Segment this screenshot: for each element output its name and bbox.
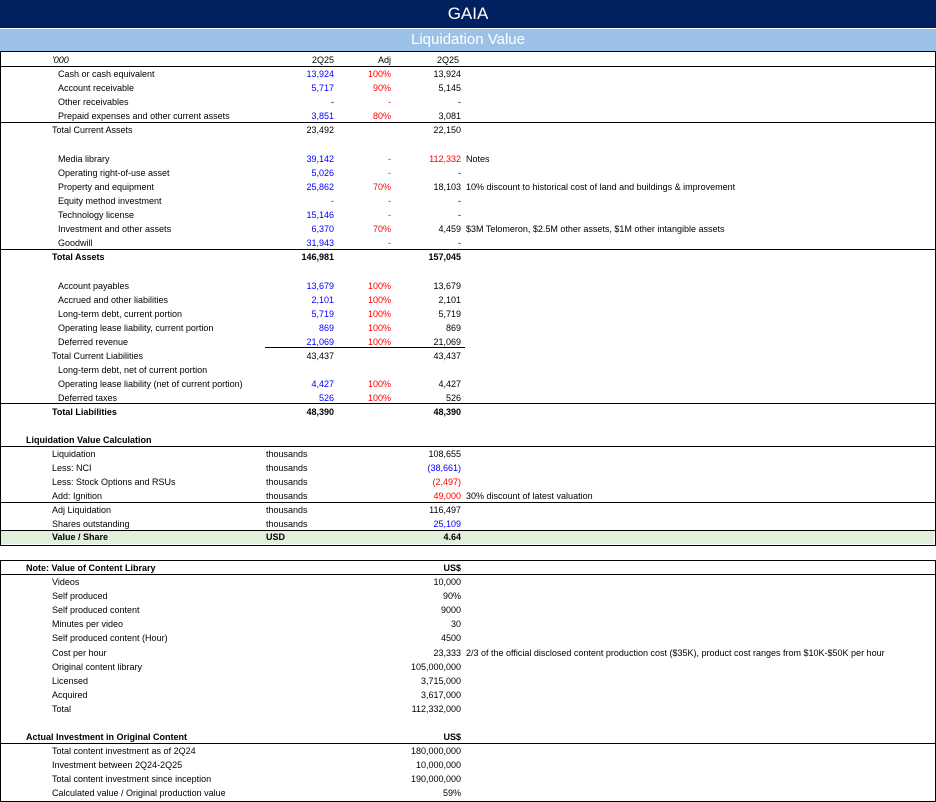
adj-pct: 100% (367, 308, 391, 319)
table-row (0, 152, 936, 166)
table-row (0, 194, 936, 208)
adj-pct: 70% (372, 224, 391, 235)
table-row (0, 95, 936, 109)
adj-pct: 80% (372, 111, 391, 122)
value-adjusted: 4,427 (438, 379, 461, 390)
row-label: Less: NCI (52, 463, 92, 473)
adj-pct: 100% (367, 69, 391, 79)
unit-label: '000 (52, 55, 69, 65)
content-title-row (0, 561, 936, 575)
row-value: 49,000 (433, 491, 461, 501)
row-label: Less: Stock Options and RSUs (52, 477, 176, 487)
row-label: Media library (58, 153, 110, 164)
value-adjusted: 5,719 (438, 308, 461, 319)
table-row (0, 617, 936, 631)
table-row (0, 674, 936, 688)
page-title: GAIA (0, 0, 936, 28)
table-row (0, 786, 936, 800)
row-label: Licensed (52, 675, 89, 686)
value-2q25 (260, 363, 334, 377)
row-label: Technology license (58, 210, 135, 220)
row-label: Operating lease liability (net of current portion) (58, 379, 243, 390)
value-2q25: 869 (318, 322, 334, 333)
table-row (0, 363, 936, 377)
value-adjusted: 526 (445, 393, 461, 404)
adj-pct: 100% (367, 379, 391, 390)
value-2q25: 13,679 (306, 280, 334, 291)
adj-pct (335, 264, 391, 278)
col-adj-header: Adj (377, 55, 391, 65)
row-label: Operating right-of-use asset (58, 167, 170, 178)
value-adjusted (400, 138, 461, 152)
row-label: Adj Liquidation (52, 505, 112, 515)
row-label: Calculated value / Original production value (52, 788, 226, 799)
value-adjusted: - (458, 97, 461, 108)
value-adjusted (400, 264, 461, 278)
adj-pct (335, 405, 391, 419)
value-2q25: 39,142 (306, 153, 334, 164)
table-row (0, 772, 936, 786)
row-label: Deferred taxes (58, 393, 118, 404)
value-adjusted: 157,045 (428, 252, 461, 263)
table-row (0, 475, 936, 489)
table-row (0, 503, 936, 517)
value-adjusted: 22,150 (433, 125, 461, 136)
row-label: Account payables (58, 280, 130, 291)
adj-pct: - (388, 97, 391, 108)
liq-title-text: Liquidation Value Calculation (26, 435, 152, 445)
col-2q25-adj-header: 2Q25 (436, 55, 459, 65)
row-label: Total Current Liabilities (52, 351, 144, 361)
value-adjusted: 4,459 (438, 224, 461, 235)
value-adjusted: 18,103 (433, 181, 461, 192)
value-share-value: 4.64 (443, 532, 461, 542)
row-label: Long-term debt, net of current portion (58, 365, 208, 376)
value-adjusted: 13,924 (433, 69, 461, 79)
value-2q25: 5,717 (311, 83, 334, 94)
value-adjusted: 112,332 (429, 153, 461, 164)
table-row (0, 603, 936, 617)
value-2q25: 3,851 (311, 111, 334, 122)
table-row (0, 688, 936, 702)
invest-title: Actual Investment in Original Content (26, 732, 188, 742)
row-label: Goodwill (58, 238, 93, 249)
row-label: Deferred revenue (58, 336, 129, 347)
row-value: 190,000,000 (410, 774, 461, 785)
row-value: 90% (442, 591, 461, 602)
value-2q25: 15,146 (306, 210, 334, 220)
adj-pct: - (388, 210, 391, 220)
row-label: Videos (52, 577, 80, 587)
value-share-unit: USD (266, 532, 286, 542)
row-note: 10% discount to historical cost of land and buildings & improvement (466, 181, 736, 192)
content-unit: US$ (443, 563, 461, 573)
table-row (0, 81, 936, 95)
row-unit: thousands (266, 477, 308, 487)
row-value: (2,497) (432, 477, 461, 487)
table-row (0, 349, 936, 363)
content-title: Note: Value of Content Library (26, 563, 156, 573)
row-value: 10,000 (433, 577, 461, 587)
adj-pct: 90% (372, 83, 391, 94)
adj-pct: 70% (372, 181, 391, 192)
adj-pct: - (388, 238, 391, 249)
page-subtitle: Liquidation Value (0, 29, 936, 51)
row-label: Operating lease liability, current portion (58, 322, 214, 333)
value-2q25: 146,981 (301, 252, 334, 263)
table-row (0, 631, 936, 645)
value-adjusted: 21,069 (433, 336, 461, 347)
value-2q25: 48,390 (306, 407, 334, 418)
value-share-label: Value / Share (52, 532, 109, 542)
row-label: Liquidation (52, 449, 96, 459)
adj-pct: 100% (367, 280, 391, 291)
value-2q25: - (331, 195, 334, 206)
adj-pct: - (388, 153, 391, 164)
table-row (0, 517, 936, 531)
table-row (0, 279, 936, 293)
row-unit: thousands (266, 491, 308, 501)
row-value: 3,617,000 (420, 689, 461, 700)
line-current-assets (0, 122, 936, 123)
adj-pct: - (388, 195, 391, 206)
row-label: Minutes per video (52, 619, 124, 630)
row-value: 25,109 (433, 519, 461, 529)
invest-unit: US$ (443, 732, 461, 742)
value-2q25 (260, 264, 334, 278)
table-row (0, 377, 936, 391)
value-2q25: 23,492 (306, 125, 334, 136)
row-label: Total Current Assets (52, 125, 133, 136)
table-row (0, 166, 936, 180)
value-adjusted: 43,437 (433, 351, 461, 361)
value-2q25: 2,101 (311, 294, 334, 305)
table-row (0, 123, 936, 137)
adj-pct (335, 138, 391, 152)
row-value: 3,715,000 (420, 675, 461, 686)
row-label: Long-term debt, current portion (58, 308, 183, 319)
value-2q25: 25,862 (306, 181, 334, 192)
value-adjusted: 13,679 (433, 280, 461, 291)
row-label: Total (52, 703, 72, 714)
table-row (0, 250, 936, 264)
value-adjusted: - (458, 210, 461, 220)
table-row (0, 461, 936, 475)
row-value: (38,661) (427, 463, 461, 473)
table-row (0, 405, 936, 419)
row-value: 23,333 (433, 647, 461, 658)
invest-title-row (0, 730, 936, 744)
row-label: Original content library (52, 661, 143, 672)
value-2q25: 4,427 (311, 379, 334, 390)
row-label: Shares outstanding (52, 519, 130, 529)
value-2q25: 5,719 (311, 308, 334, 319)
col-2q25-header: 2Q25 (311, 55, 334, 65)
table-row (0, 702, 936, 716)
value-adjusted: - (458, 195, 461, 206)
table-row (0, 180, 936, 194)
row-unit: thousands (266, 463, 308, 473)
row-label: Investment and other assets (58, 224, 172, 235)
value-2q25: 526 (318, 393, 334, 404)
table-row (0, 307, 936, 321)
header-row (0, 53, 936, 67)
row-value: 105,000,000 (410, 661, 461, 672)
row-unit: thousands (266, 519, 308, 529)
row-label: Account receivable (58, 83, 135, 94)
value-2q25: - (331, 97, 334, 108)
value-adjusted: 2,101 (438, 294, 461, 305)
adj-pct (335, 363, 391, 377)
row-unit: thousands (266, 505, 308, 515)
row-label: Add: Ignition (52, 491, 103, 501)
row-label: Self produced content (Hour) (52, 633, 168, 644)
value-adjusted (400, 363, 461, 377)
row-label: Total Liabilities (52, 407, 117, 418)
row-label: Property and equipment (58, 181, 155, 192)
row-value: 4500 (440, 633, 461, 644)
value-adjusted: 3,081 (438, 111, 461, 122)
table-row (0, 335, 936, 349)
row-label: Total content investment as of 2Q24 (52, 746, 196, 756)
row-label: Self produced (52, 591, 108, 602)
adj-pct: 100% (367, 393, 391, 404)
table-row (0, 447, 936, 461)
value-2q25: 5,026 (311, 167, 334, 178)
line-header (0, 66, 936, 67)
row-label: Total content investment since inception (52, 774, 212, 785)
row-value: 10,000,000 (415, 760, 461, 771)
row-note: Notes (466, 153, 490, 164)
row-value: 108,655 (428, 449, 461, 459)
value-adjusted: 869 (445, 322, 461, 333)
table-row (0, 222, 936, 236)
table-row (0, 744, 936, 758)
value-share-row (0, 530, 936, 544)
row-note: 30% discount of latest valuation (466, 491, 593, 501)
adj-pct (335, 250, 391, 264)
value-2q25: 21,069 (306, 336, 334, 347)
table-row (0, 67, 936, 81)
liq-section-title (0, 433, 936, 447)
row-value: 30 (450, 619, 461, 630)
row-value: 116,497 (429, 505, 461, 515)
row-label: Prepaid expenses and other current assets (58, 111, 230, 122)
adj-pct: 100% (367, 294, 391, 305)
row-value: 112,332,000 (411, 703, 461, 714)
row-label: Other receivables (58, 97, 129, 108)
value-adjusted: 5,145 (438, 83, 461, 94)
value-2q25: 31,943 (306, 238, 334, 249)
value-2q25: 43,437 (306, 351, 334, 361)
row-label: Self produced content (52, 605, 140, 616)
table-row (0, 321, 936, 335)
value-adjusted: - (458, 238, 461, 249)
row-value: 9000 (440, 605, 461, 616)
table-row (0, 660, 936, 674)
adj-pct: 100% (367, 322, 391, 333)
adj-pct (335, 123, 391, 137)
row-unit: thousands (266, 449, 308, 459)
table-row (0, 589, 936, 603)
value-2q25 (260, 138, 334, 152)
row-note: 2/3 of the official disclosed content production cost ($35K), product cost ranges from $10K-$50K per hour (466, 647, 885, 658)
row-label: Cost per hour (52, 647, 107, 658)
value-2q25: 6,370 (311, 224, 334, 235)
table-row (0, 138, 936, 152)
table-row (0, 293, 936, 307)
adj-pct: - (388, 167, 391, 178)
adj-pct: 100% (367, 336, 391, 347)
row-label: Total Assets (52, 252, 105, 263)
row-label: Investment between 2Q24-2Q25 (52, 760, 183, 771)
table-row (0, 208, 936, 222)
table-row (0, 758, 936, 772)
row-label: Acquired (52, 689, 88, 700)
value-2q25: 13,924 (306, 69, 334, 79)
row-value: 59% (442, 788, 461, 799)
row-value: 180,000,000 (410, 746, 461, 756)
value-adjusted: - (458, 167, 461, 178)
value-adjusted: 48,390 (433, 407, 461, 418)
adj-pct (335, 349, 391, 363)
table-row (0, 575, 936, 589)
line-deferred-revenue (265, 347, 465, 348)
table-row (0, 264, 936, 278)
line-total-assets (0, 249, 936, 250)
row-note: $3M Telomeron, $2.5M other assets, $1M other intangible assets (466, 224, 725, 235)
row-label: Equity method investment (58, 195, 162, 206)
line-total-liabilities (0, 403, 936, 404)
table-row (0, 646, 936, 660)
table-row (0, 489, 936, 503)
row-label: Cash or cash equivalent (58, 69, 155, 79)
row-label: Accrued and other liabilities (58, 294, 169, 305)
